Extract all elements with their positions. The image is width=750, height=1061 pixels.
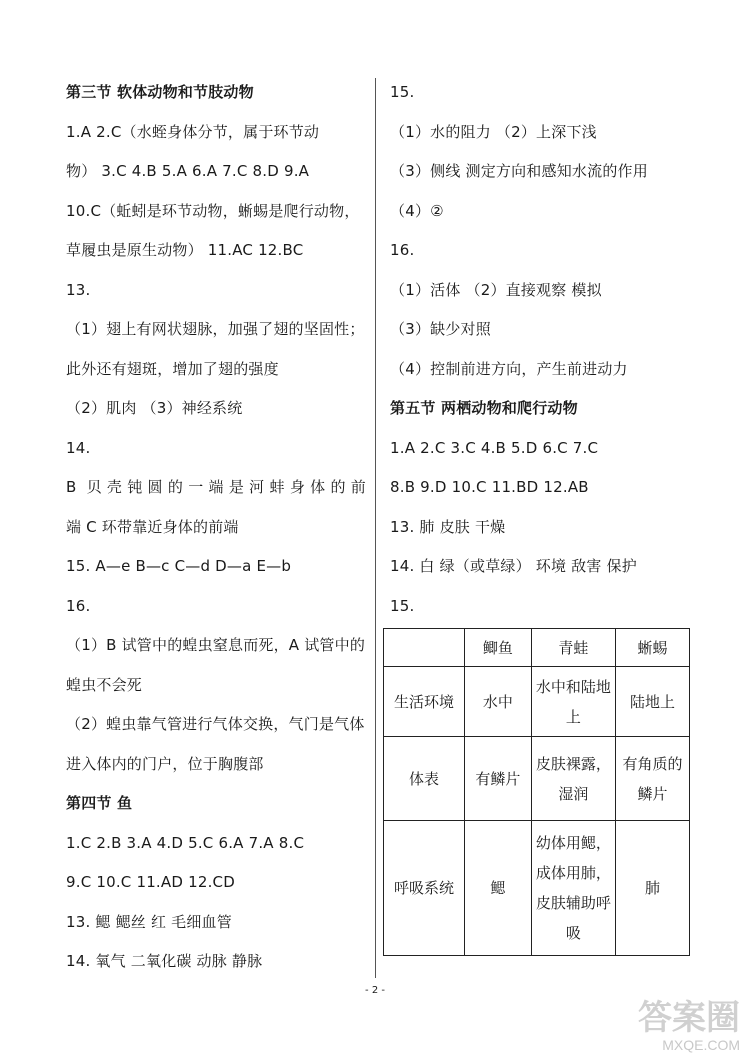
right-column xyxy=(390,82,700,635)
answer-line: 10.C（蚯蚓是环节动物，蜥蜴是爬行动物， xyxy=(66,201,360,220)
watermark-logo-text: 答案圈 xyxy=(638,999,740,1037)
table-cell: 肺 xyxy=(616,821,690,956)
left-column xyxy=(66,82,366,991)
table-row xyxy=(384,667,690,737)
table-row xyxy=(384,821,690,956)
answer-line: （3）侧线 测定方向和感知水流的作用 xyxy=(390,162,648,180)
answer-line: 13. 鳃 鳃丝 红 毛细血管 xyxy=(66,912,232,931)
answer-line: （1）活体 （2）直接观察 模拟 xyxy=(390,280,602,299)
answer-line: （1）B 试管中的蝗虫窒息而死，A 试管中的 xyxy=(66,636,366,654)
table-header-cell: 青蛙 xyxy=(531,629,615,667)
answer-line: 14. 氧气 二氧化碳 动脉 静脉 xyxy=(66,952,263,970)
table-row xyxy=(384,737,690,821)
answer-line: 8.B 9.D 10.C 11.BD 12.AB xyxy=(390,478,589,496)
table-cell: 有角质的鳞片 xyxy=(616,737,690,821)
table-cell: 水中和陆地上 xyxy=(531,667,615,737)
answer-line: 草履虫是原生动物） 11.AC 12.BC xyxy=(66,241,304,259)
site-watermark xyxy=(600,1000,740,1054)
answer-line: 14. 白 绿（或草绿） 环境 敌害 保护 xyxy=(390,557,637,575)
section-heading: 第四节 鱼 xyxy=(66,794,133,812)
watermark-url: MXQE.COM xyxy=(662,1037,740,1053)
answer-line: 15. xyxy=(390,596,415,615)
answer-line: （4）② xyxy=(390,201,444,220)
answer-line: 16. xyxy=(66,596,91,615)
answer-line: 9.C 10.C 11.AD 12.CD xyxy=(66,873,235,891)
table-header-cell: 蜥蜴 xyxy=(616,629,690,667)
answer-line: 1.C 2.B 3.A 4.D 5.C 6.A 7.A 8.C xyxy=(66,833,305,852)
table-header-cell: 鲫鱼 xyxy=(465,629,532,667)
table-cell: 幼体用鳃，成体用肺，皮肤辅助呼吸 xyxy=(531,821,615,956)
answer-line: （1）翅上有网状翅脉，加强了翅的坚固性； xyxy=(66,320,365,338)
answer-line: （1）水的阻力 （2）上深下浅 xyxy=(390,122,597,141)
answer-line: 16. xyxy=(390,241,415,259)
table-header-row xyxy=(384,629,690,667)
answer-line: 15. xyxy=(390,83,415,101)
answer-line: 此外还有翅斑，增加了翅的强度 xyxy=(66,359,279,378)
table-row-label: 呼吸系统 xyxy=(384,821,465,956)
section-heading: 第五节 两栖动物和爬行动物 xyxy=(390,399,578,417)
answer-line: 1.A 2.C（水蛭身体分节，属于环节动 xyxy=(66,122,320,141)
species-comparison-table xyxy=(383,628,690,956)
answer-line: 13. xyxy=(66,280,91,299)
table-header-cell xyxy=(384,629,465,667)
table-cell: 皮肤裸露，湿润 xyxy=(531,737,615,821)
section-heading: 第三节 软体动物和节肢动物 xyxy=(66,83,254,101)
answer-line: 1.A 2.C 3.C 4.B 5.D 6.C 7.C xyxy=(390,438,599,457)
answer-line: 物） 3.C 4.B 5.A 6.A 7.C 8.D 9.A xyxy=(66,162,310,180)
answer-line: B 贝壳钝圆的一端是河蚌身体的前 xyxy=(66,478,366,496)
answer-line: （2）蝗虫靠气管进行气体交换，气门是气体 xyxy=(66,715,365,733)
table-cell: 鳃 xyxy=(465,821,532,956)
answer-line: （4）控制前进方向，产生前进动力 xyxy=(390,359,628,378)
table-row-label: 体表 xyxy=(384,737,465,821)
table-cell: 陆地上 xyxy=(616,667,690,737)
table-row-label: 生活环境 xyxy=(384,667,465,737)
table-cell: 有鳞片 xyxy=(465,737,532,821)
answer-line: 进入体内的门户，位于胸腹部 xyxy=(66,754,264,773)
answer-line: 端 C 环带靠近身体的前端 xyxy=(66,517,239,536)
answer-line: 蝗虫不会死 xyxy=(66,675,143,694)
answer-line: （2）肌肉 （3）神经系统 xyxy=(66,399,243,417)
answer-line: 13. 肺 皮肤 干燥 xyxy=(390,517,506,536)
table-cell: 水中 xyxy=(465,667,532,737)
page-number: - 2 - xyxy=(365,985,385,996)
answer-line: 15. A—e B—c C—d D—a E—b xyxy=(66,557,292,575)
answer-line: （3）缺少对照 xyxy=(390,320,491,338)
column-divider xyxy=(375,78,376,978)
answer-line: 14. xyxy=(66,438,91,457)
